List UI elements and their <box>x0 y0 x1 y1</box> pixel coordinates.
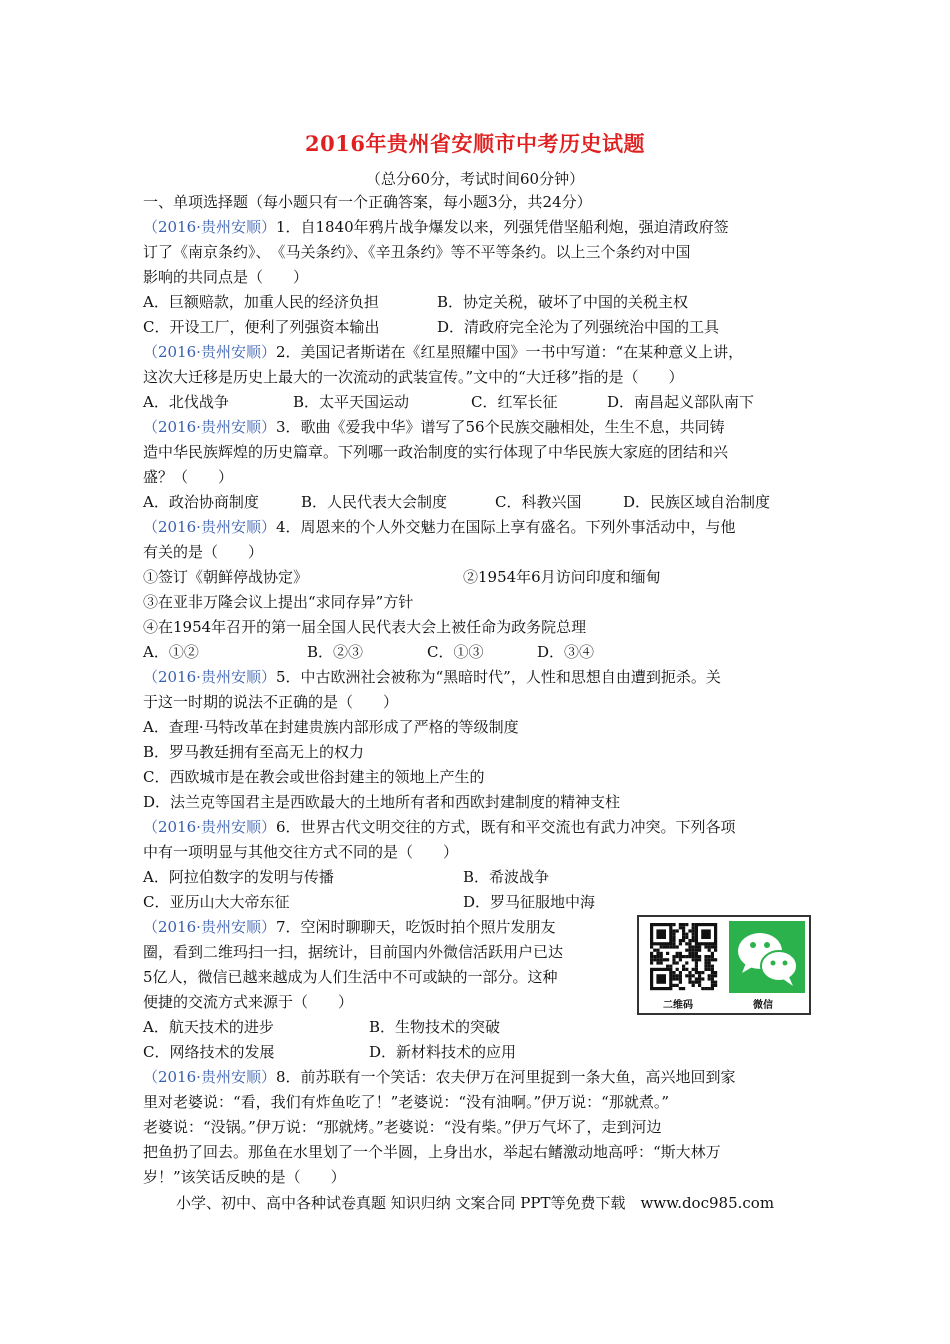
question-5 <box>143 665 811 690</box>
option-b: B．罗马教廷拥有至高无上的权力 <box>143 743 365 761</box>
option-d: D．民族区域自治制度 <box>623 493 771 511</box>
question-text: 8．前苏联有一个笑话：农夫伊万在河里捉到一条大鱼，高兴地回到家 <box>275 1068 736 1086</box>
question-text: 2．美国记者斯诺在《红星照耀中国》一书中写道：“在某种意义上讲， <box>275 343 744 361</box>
option-c: C．网络技术的发展 <box>143 1043 275 1061</box>
question-4 <box>143 515 811 540</box>
question-text: 圈，看到二维玛扫一扫，据统计，目前国内外微信活跃用户已达 <box>143 943 564 961</box>
option-a: A．①② <box>143 643 199 661</box>
question-text: 6．世界古代文明交往的方式，既有和平交流也有武力冲突。下列各项 <box>275 818 736 836</box>
option-b: B．生物技术的突破 <box>369 1018 501 1036</box>
question-text: 5亿人，微信已越来越成为人们生活中不可或缺的一部分。这种 <box>143 968 558 986</box>
source-tag: （2016·贵州安顺） <box>143 343 276 361</box>
source-tag: （2016·贵州安顺） <box>143 518 276 536</box>
qr-caption: 二维码 <box>663 1000 693 1011</box>
option-b: B．协定关税，破坏了中国的关税主权 <box>437 293 689 311</box>
question-text: 造中华民族辉煌的历史篇章。下列哪一政治制度的实行体现了中华民族大家庭的团结和兴 <box>143 443 729 461</box>
option-d: D．③④ <box>537 643 595 661</box>
statement-4: ④在1954年召开的第一届全国人民代表大会上被任命为政务院总理 <box>143 618 587 636</box>
option-d: D．清政府完全沦为了列强统治中国的工具 <box>437 318 720 336</box>
source-tag: （2016·贵州安顺） <box>143 1068 276 1086</box>
statement-2: ②1954年6月访问印度和缅甸 <box>463 568 661 586</box>
question-text: 3．歌曲《爱我中华》谱写了56个民族交融相处，生生不息，共同铸 <box>275 418 725 436</box>
option-c: C．西欧城市是在教会或世俗封建主的领地上产生的 <box>143 768 485 786</box>
statement-1: ①签订《朝鲜停战协定》 <box>143 568 309 586</box>
question-1 <box>143 215 811 240</box>
source-tag: （2016·贵州安顺） <box>143 668 276 686</box>
wechat-logo-icon <box>729 921 805 993</box>
question-text: 1．自1840年鸦片战争爆发以来，列强凭借坚船利炮，强迫清政府签 <box>275 218 729 236</box>
question-8 <box>143 1065 811 1090</box>
question-text: 订了《南京条约》、 《马关条约》、《辛丑条约》等不平等条约。以上三个条约对中国 <box>143 243 691 261</box>
question-text: 盛？（ ） <box>143 468 234 486</box>
option-c: C．亚历山大大帝东征 <box>143 893 290 911</box>
question-text: 影响的共同点是（ ） <box>143 268 309 286</box>
question-text: 岁！”该笑话反映的是（ ） <box>143 1168 346 1186</box>
qr-code-icon <box>643 921 725 993</box>
option-c: C．红军长征 <box>471 393 558 411</box>
option-d: D．新材料技术的应用 <box>369 1043 517 1061</box>
source-tag: （2016·贵州安顺） <box>143 818 276 836</box>
question-2 <box>143 340 811 365</box>
question-text: 中有一项明显与其他交往方式不同的是（ ） <box>143 843 459 861</box>
exam-subtitle: （总分60分，考试时间60分钟） <box>365 170 585 188</box>
option-d: D．法兰克等国君主是西欧最大的土地所有者和西欧封建制度的精神支柱 <box>143 793 621 811</box>
question-text: 里对老婆说：“看，我们有炸鱼吃了！”老婆说：“没有油啊。”伊万说：“那就煮。” <box>143 1093 670 1111</box>
source-tag: （2016·贵州安顺） <box>143 918 276 936</box>
question-text: 这次大迁移是历史上最大的一次流动的武装宣传。”文中的“大迁移”指的是（ ） <box>143 368 684 386</box>
source-tag: （2016·贵州安顺） <box>143 218 276 236</box>
question-text: 于这一时期的说法不正确的是（ ） <box>143 693 399 711</box>
question-text: 便捷的交流方式来源于（ ） <box>143 993 354 1011</box>
question-6 <box>143 815 811 840</box>
exam-title: 2016年贵州省安顺市中考历史试题 <box>305 131 645 156</box>
option-c: C．①③ <box>427 643 484 661</box>
option-b: B．希波战争 <box>463 868 550 886</box>
option-a: A．北伐战争 <box>143 393 229 411</box>
source-tag: （2016·贵州安顺） <box>143 418 276 436</box>
option-b: B．太平天国运动 <box>293 393 410 411</box>
option-c: C．开设工厂，便利了列强资本输出 <box>143 318 380 336</box>
question-3 <box>143 415 811 440</box>
option-d: D．罗马征服地中海 <box>463 893 596 911</box>
option-c: C．科教兴国 <box>495 493 582 511</box>
page-footer: 小学、初中、高中各种试卷真题 知识归纳 文案合同 PPT等免费下载 www.doc985.com <box>175 1194 775 1212</box>
option-a: A．阿拉伯数字的发明与传播 <box>143 868 334 886</box>
option-a: A．政治协商制度 <box>143 493 259 511</box>
question-text: 老婆说：“没锅。”伊万说：“那就烤。”老婆说：“没有柴。”伊万气坏了，走到河边 <box>143 1118 662 1136</box>
question-text: 把鱼扔了回去。那鱼在水里划了一个半圆，上身出水，举起右鳍激动地高呼：“斯大林万 <box>143 1143 721 1161</box>
qr-wechat-image <box>637 915 811 1015</box>
option-b: B．人民代表大会制度 <box>301 493 448 511</box>
option-a: A．查理·马特改革在封建贵族内部形成了严格的等级制度 <box>143 718 519 736</box>
option-b: B．②③ <box>307 643 364 661</box>
question-text: 4．周恩来的个人外交魅力在国际上享有盛名。下列外事活动中，与他 <box>275 518 736 536</box>
option-d: D．南昌起义部队南下 <box>607 393 755 411</box>
section-heading: 一、单项选择题（每小题只有一个正确答案，每小题3分，共24分） <box>143 193 592 211</box>
option-a: A．航天技术的进步 <box>143 1018 274 1036</box>
question-text: 5．中古欧洲社会被称为“黑暗时代”，人性和思想自由遭到扼杀。关 <box>275 668 721 686</box>
statement-3: ③在亚非万隆会议上提出“求同存异”方针 <box>143 593 414 611</box>
exam-body <box>143 190 811 1190</box>
wechat-caption: 微信 <box>753 1000 773 1011</box>
option-a: A．巨额赔款，加重人民的经济负担 <box>143 293 379 311</box>
question-text: 有关的是（ ） <box>143 543 264 561</box>
question-text: 7．空闲时聊聊天，吃饭时拍个照片发朋友 <box>275 918 556 936</box>
